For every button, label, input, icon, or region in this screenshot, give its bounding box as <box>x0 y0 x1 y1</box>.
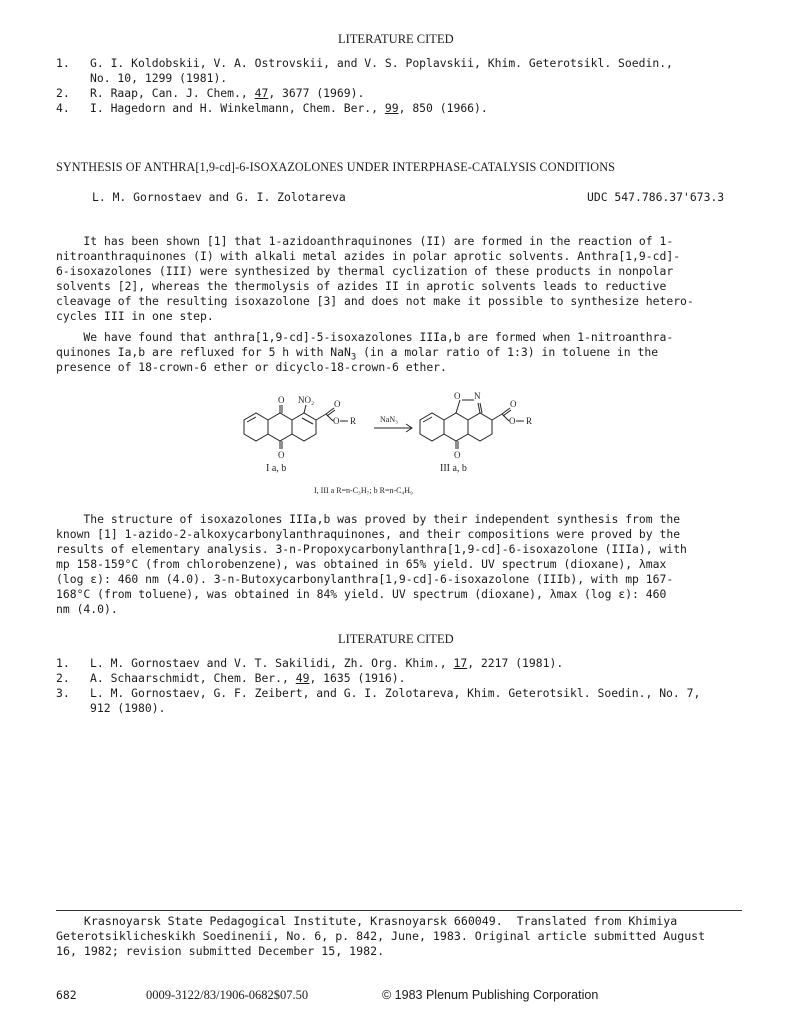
footnote: Krasnoyarsk State Pedagogical Institute, Krasnoyarsk 660049. Translated from Khimiya Geterotsiklicheskikh Soedinenii, No. 6, p. 842, June, 1983. Original article submitted August 16, 1982; revision submitted December 15, 1982. <box>56 914 706 958</box>
reference-item <box>56 101 746 116</box>
article-code: 0009-3122/83/1906-0682$07.50 <box>146 988 309 1002</box>
paragraph-intro: It has been shown [1] that 1-azidoanthraquinones (II) are formed in the reaction of 1- nitroanthraquinones (I) with alkali metal azides in polar aprotic solvents. Anthra[1,9-cd]- 6-isoxazolones (III) were synthesized by thermal cyclization of these products in nonpolar solvents [2], whereas the thermolysis of azides II in aprotic solvents leads to reductive cleavage of the resulting isoxazolone [3] and does not make it possible to synthesize hetero- cycles III in one step. <box>56 234 694 323</box>
reference-number: 3. <box>56 686 70 700</box>
reference-item <box>56 656 746 671</box>
paragraph-results: The structure of isoxazolones IIIa,b was proved by their independent synthesis from the known [1] 1-azido-2-alkoxycarbonylanthraquinones, and their compositions were proved by the results of elementary analysis. 3-n-Propoxycarbonylanthra[1,9-cd]-6-isoxazolone (IIIa), with mp 158-159°C (from chlorobenzene), was obtained in 65% yield. UV spectrum (dioxane), λmax (log ε): 460 nm (4.0). 3-n-Butoxycarbonylanthra[1,9-cd]-6-isoxazolone (IIIb), with mp 167- 168°C (from toluene), was obtained in 84% yield. UV spectrum (dioxane), λmax (log ε): 460 nm (4.0). <box>56 512 687 616</box>
compound-iii-label: III a, b <box>440 463 467 474</box>
reference-number: 1. <box>56 56 70 70</box>
ester-o-label: O <box>333 416 340 426</box>
reference-number: 2. <box>56 671 70 685</box>
article-title: SYNTHESIS OF ANTHRA[1,9-cd]-6-ISOXAZOLONES UNDER INTERPHASE-CATALYSIS CONDITIONS <box>56 160 615 174</box>
reference-item <box>56 686 746 716</box>
reference-text: I. Hagedorn and H. Winkelmann, Chem. Ber., 99, 850 (1966). <box>90 101 488 115</box>
footnote-divider <box>56 910 742 911</box>
isoxazole-o-label: O <box>454 391 461 401</box>
r-group-label: R <box>526 416 533 426</box>
nitro-label: NO₂ <box>298 395 315 405</box>
carbonyl-o-label: O <box>278 450 285 460</box>
reference-text: G. I. Koldobskii, V. A. Ostrovskii, and V. S. Poplavskii, Khim. Geterotsikl. Soedin., No. 10, 1299 (1981). <box>90 56 673 85</box>
page-number: 682 <box>56 988 77 1002</box>
article-authors: L. M. Gornostaev and G. I. Zolotareva <box>92 190 346 204</box>
r-group-label: R <box>350 416 357 426</box>
paragraph-findings: We have found that anthra[1,9-cd]-5-isoxazolones IIIa,b are formed when 1-nitroanthra- quinones Ia,b are refluxed for 5 h with NaN$_3$ (in a molar ratio of 1:3) in toluene in the presence of 18-crown-6 ether or dicyclo-18-crown-6 ether. <box>56 330 674 374</box>
reference-item <box>56 56 746 86</box>
reference-item <box>56 671 746 686</box>
reference-text: A. Schaarschmidt, Chem. Ber., 49, 1635 (1916). <box>90 671 406 685</box>
compound-i-label: I a, b <box>266 463 287 474</box>
reaction-scheme <box>230 388 560 498</box>
reference-number: 1. <box>56 656 70 670</box>
reference-number: 4. <box>56 101 70 115</box>
carbonyl-o-label: O <box>454 450 461 460</box>
ester-o-label: O <box>510 399 517 409</box>
udc-code: UDC 547.786.37'673.3 <box>587 190 725 204</box>
copyright: © 1983 Plenum Publishing Corporation <box>382 988 599 1002</box>
carbonyl-o-label: O <box>278 395 285 405</box>
isoxazole-n-label: N <box>474 391 481 401</box>
reference-text: L. M. Gornostaev, G. F. Zeibert, and G. I. Zolotareva, Khim. Geterotsikl. Soedin., No. 7, 912 (1980). <box>90 686 701 715</box>
lit-cited-heading-1: LITERATURE CITED <box>338 32 454 46</box>
reference-number: 2. <box>56 86 70 100</box>
reagent-label: NaN₃ <box>380 415 398 424</box>
reference-text: R. Raap, Can. J. Chem., 47, 3677 (1969). <box>90 86 365 100</box>
reference-text: L. M. Gornostaev and V. T. Sakilidi, Zh. Org. Khim., 17, 2217 (1981). <box>90 656 564 670</box>
ester-o-label: O <box>334 399 341 409</box>
lit-cited-heading-2: LITERATURE CITED <box>338 632 454 646</box>
scheme-caption: I, III a R=n-C₃H₇; b R=n-C₄H₉ <box>314 486 413 495</box>
ester-o-label: O <box>509 416 516 426</box>
reference-item <box>56 86 746 101</box>
